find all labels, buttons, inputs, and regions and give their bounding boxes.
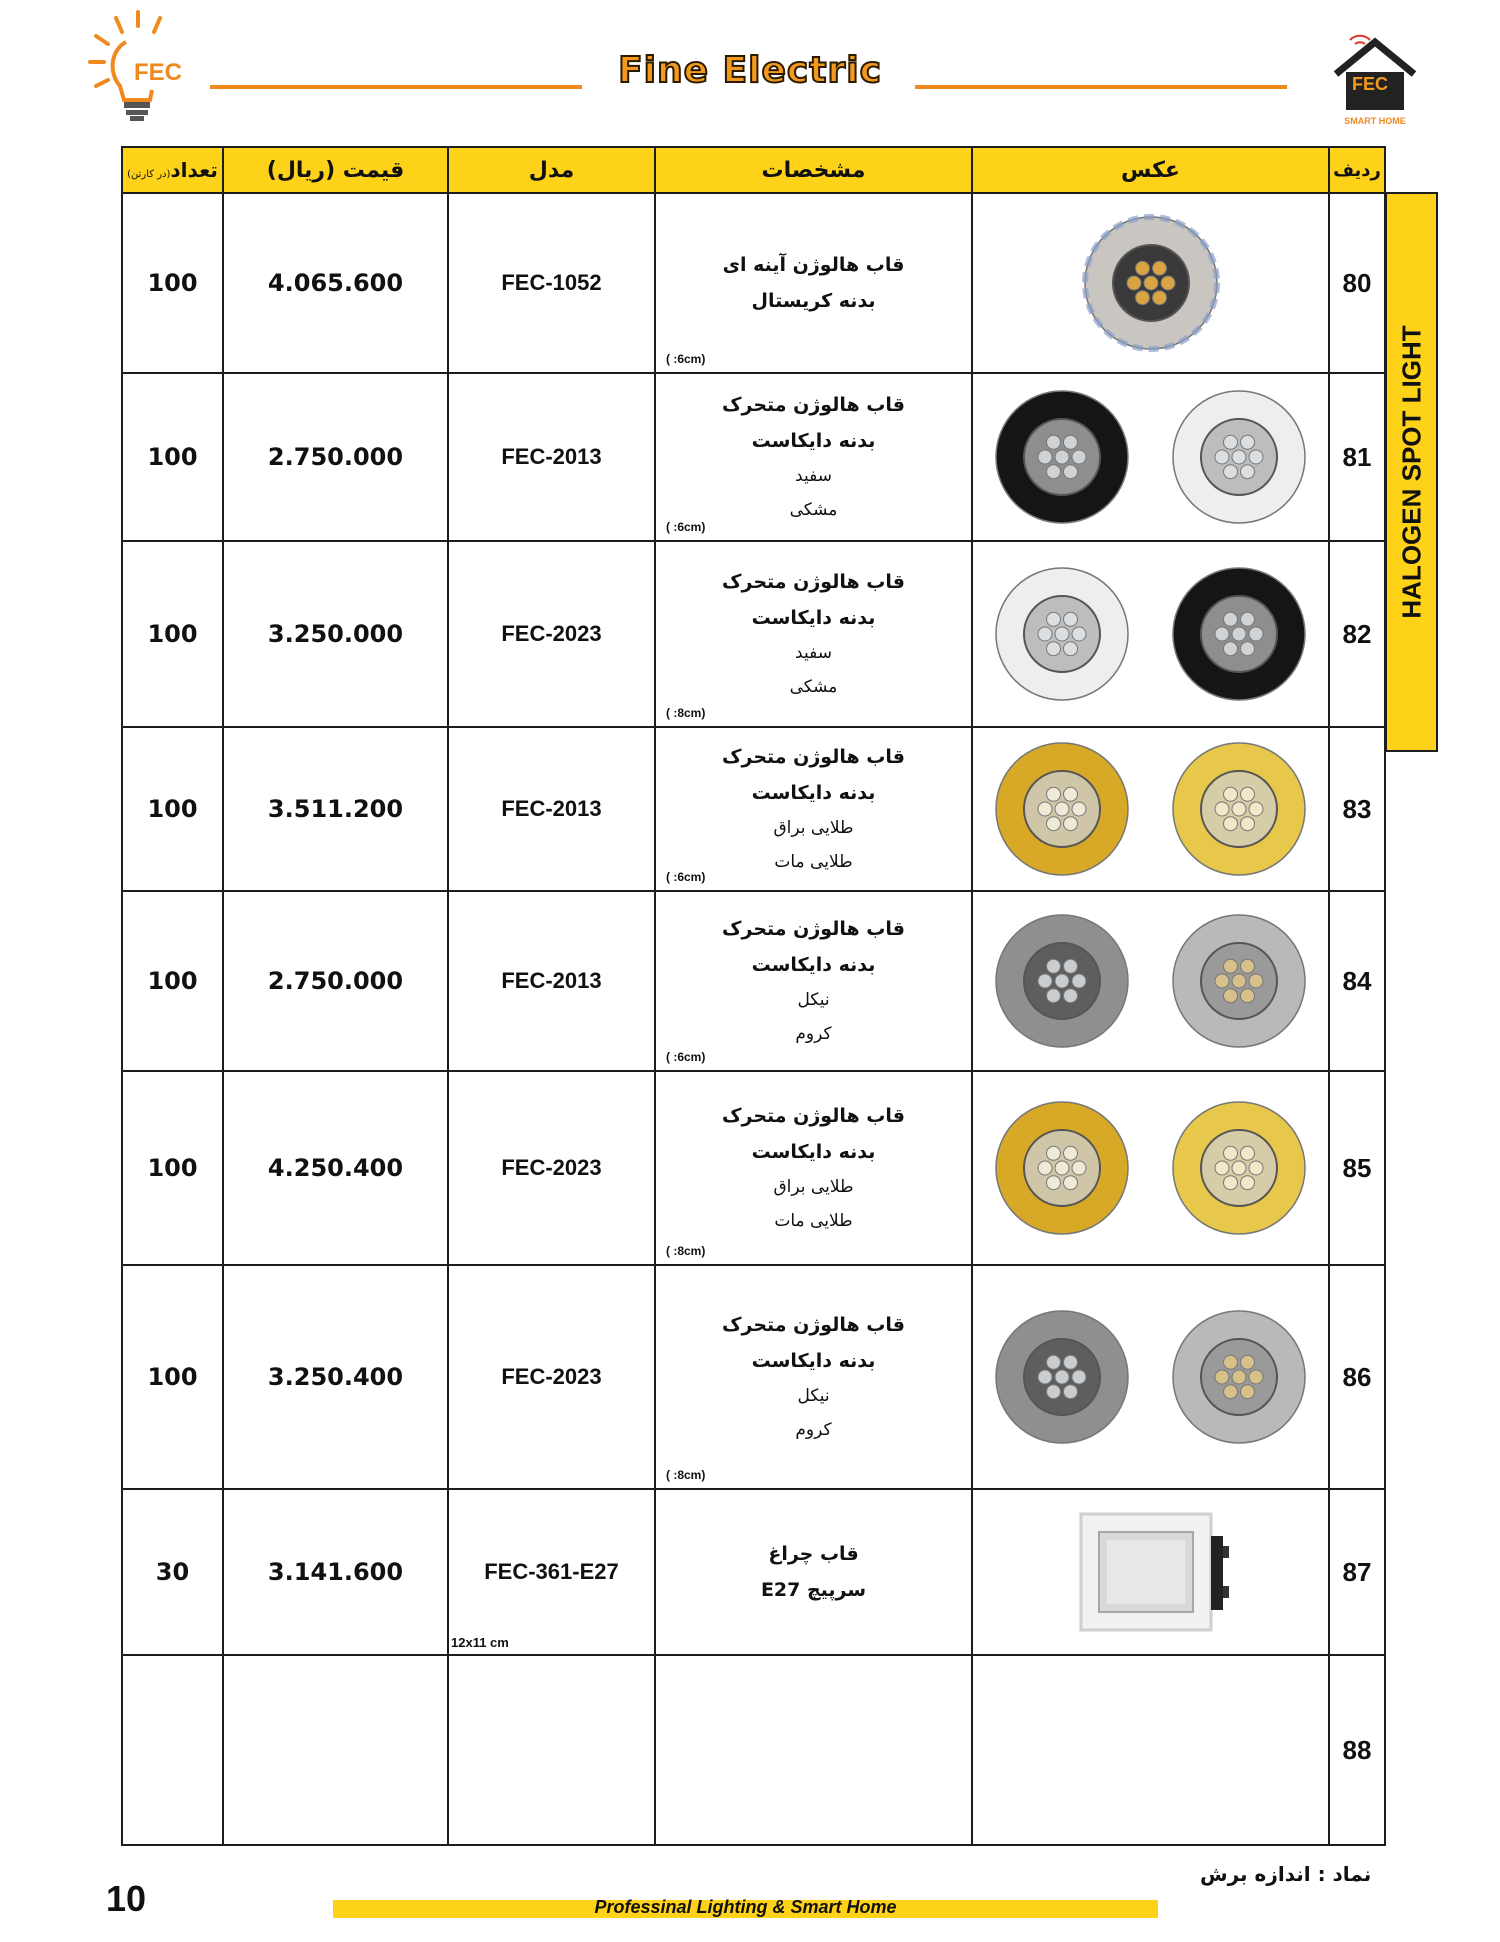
header-row-number: ردیف	[1329, 147, 1385, 193]
cell-photo	[972, 1265, 1329, 1489]
cell-specs	[655, 193, 972, 373]
cell-price: 2.750.000	[223, 373, 448, 541]
cell-specs	[655, 727, 972, 891]
header-specs: مشخصات	[655, 147, 972, 193]
model-code: FEC-2023	[501, 1155, 602, 1180]
cell-model	[448, 541, 655, 727]
footer-tagline: Professinal Lighting & Smart Home	[594, 1897, 897, 1917]
table-row	[122, 1071, 1385, 1265]
cell-row-number: 87	[1329, 1489, 1385, 1655]
model-code: FEC-2013	[501, 968, 602, 993]
cell-model	[448, 1071, 655, 1265]
cell-row-number: 81	[1329, 373, 1385, 541]
spec-line: بدنه کریستال	[751, 290, 876, 312]
spec-line: کروم	[795, 1024, 832, 1044]
spec-line: بدنه دایکاست	[751, 607, 876, 629]
cell-qty: 100	[122, 541, 223, 727]
logo-right-caption: SMART HOME	[1344, 116, 1406, 126]
downlight-product-image	[1081, 213, 1221, 353]
cell-photo	[972, 727, 1329, 891]
spec-line: سفید	[795, 466, 832, 486]
downlight-product-image	[1169, 1098, 1309, 1238]
cell-specs	[655, 1265, 972, 1489]
cell-model	[448, 891, 655, 1071]
spec-line: مشکی	[789, 500, 838, 520]
cut-size-label: ( :6cm)	[666, 870, 706, 884]
table-row	[122, 193, 1385, 373]
cell-model	[448, 1265, 655, 1489]
cut-size-label: ( :6cm)	[666, 1050, 706, 1064]
cell-qty: 100	[122, 891, 223, 1071]
downlight-product-image	[992, 739, 1132, 879]
cell-specs	[655, 373, 972, 541]
cell-photo	[972, 193, 1329, 373]
logo-left-text: FEC	[134, 59, 182, 86]
cell-specs	[655, 891, 972, 1071]
spec-line: قاب هالوژن آینه ای	[722, 254, 905, 276]
cell-photo	[972, 541, 1329, 727]
cell-qty: 100	[122, 727, 223, 891]
cell-photo	[972, 1655, 1329, 1845]
table-row	[122, 891, 1385, 1071]
table-row	[122, 373, 1385, 541]
cell-qty: 30	[122, 1489, 223, 1655]
cell-photo	[972, 891, 1329, 1071]
cell-model	[448, 373, 655, 541]
cell-model	[448, 727, 655, 891]
cell-price: 3.141.600	[223, 1489, 448, 1655]
header-rule-right	[915, 85, 1287, 89]
spec-line: طلایی براق	[773, 1177, 854, 1197]
cell-price: 4.250.400	[223, 1071, 448, 1265]
cell-row-number: 84	[1329, 891, 1385, 1071]
fec-bulb-logo	[86, 10, 196, 125]
header-model: مدل	[448, 147, 655, 193]
cut-size-legend	[1200, 1862, 1371, 1886]
cell-row-number: 85	[1329, 1071, 1385, 1265]
brand-title: Fine Electric	[618, 50, 882, 91]
table-row	[122, 727, 1385, 891]
cell-specs	[655, 1489, 972, 1655]
spec-line: طلایی براق	[773, 818, 854, 838]
cell-qty: 100	[122, 373, 223, 541]
model-code: FEC-2013	[501, 796, 602, 821]
downlight-product-image	[1061, 1502, 1241, 1642]
cell-row-number: 88	[1329, 1655, 1385, 1845]
table-row	[122, 541, 1385, 727]
table-row	[122, 1265, 1385, 1489]
spec-line: نیکل	[797, 990, 830, 1010]
cell-qty: 100	[122, 1071, 223, 1265]
cell-photo	[972, 1071, 1329, 1265]
cell-price: 3.511.200	[223, 727, 448, 891]
legend-text: نماد : اندازه برش	[1200, 1862, 1372, 1886]
header-price: قیمت (ریال)	[223, 147, 448, 193]
header-qty-note: (در کارتن)	[127, 169, 171, 180]
cell-price: 3.250.400	[223, 1265, 448, 1489]
spec-line: قاب هالوژن متحرک	[722, 571, 905, 593]
spec-line: قاب هالوژن متحرک	[722, 394, 905, 416]
cell-row-number: 86	[1329, 1265, 1385, 1489]
cell-specs	[655, 1071, 972, 1265]
model-code: FEC-361-E27	[484, 1559, 619, 1584]
cell-price	[223, 1655, 448, 1845]
cell-qty: 100	[122, 1265, 223, 1489]
spec-line: سفید	[795, 643, 832, 663]
spec-line: قاب هالوژن متحرک	[722, 918, 905, 940]
cell-price: 3.250.000	[223, 541, 448, 727]
downlight-product-image	[992, 1098, 1132, 1238]
downlight-product-image	[992, 911, 1132, 1051]
downlight-product-image	[992, 564, 1132, 704]
header-photo: عکس	[972, 147, 1329, 193]
cut-size-label: ( :6cm)	[666, 352, 706, 366]
spec-line: قاب هالوژن متحرک	[722, 1105, 905, 1127]
cell-row-number: 80	[1329, 193, 1385, 373]
spec-line: مشکی	[789, 677, 838, 697]
model-code: FEC-2023	[501, 1364, 602, 1389]
model-code: FEC-1052	[501, 270, 602, 295]
logo-right-text: FEC	[1352, 74, 1388, 94]
table-header-row	[122, 147, 1385, 193]
spec-line: بدنه دایکاست	[751, 1141, 876, 1163]
cut-size-label: ( :8cm)	[666, 706, 706, 720]
model-code: FEC-2013	[501, 444, 602, 469]
size-dimension: 12x11 cm	[451, 1635, 509, 1650]
category-side-tab	[1385, 192, 1438, 752]
spec-line: قاب هالوژن متحرک	[722, 1314, 905, 1336]
spec-line: طلایی مات	[774, 1211, 853, 1231]
page-number: 10	[106, 1878, 147, 1919]
cell-model	[448, 1655, 655, 1845]
header-rule-left	[210, 85, 582, 89]
spec-line: سرپیچ E27	[760, 1579, 867, 1601]
downlight-product-image	[1169, 911, 1309, 1051]
downlight-product-image	[992, 1307, 1132, 1447]
cell-row-number: 82	[1329, 541, 1385, 727]
downlight-product-image	[1169, 387, 1309, 527]
downlight-product-image	[1169, 739, 1309, 879]
cell-specs	[655, 1655, 972, 1845]
spec-line: بدنه دایکاست	[751, 954, 876, 976]
cell-specs	[655, 541, 972, 727]
cell-price: 4.065.600	[223, 193, 448, 373]
cut-size-label: ( :8cm)	[666, 1468, 706, 1482]
model-code: FEC-2023	[501, 621, 602, 646]
cut-size-label: ( :8cm)	[666, 1244, 706, 1258]
spec-line: بدنه دایکاست	[751, 782, 876, 804]
spec-line: نیکل	[797, 1386, 830, 1406]
cell-qty	[122, 1655, 223, 1845]
cut-size-label: ( :6cm)	[666, 520, 706, 534]
cell-price: 2.750.000	[223, 891, 448, 1071]
downlight-product-image	[1169, 1307, 1309, 1447]
header-qty-label: تعداد	[170, 158, 218, 182]
cell-photo	[972, 1489, 1329, 1655]
cell-row-number: 83	[1329, 727, 1385, 891]
cell-model	[448, 1489, 655, 1655]
cell-qty: 100	[122, 193, 223, 373]
category-label: HALOGEN SPOT LIGHT	[1396, 325, 1426, 619]
downlight-product-image	[1169, 564, 1309, 704]
spec-line: بدنه دایکاست	[751, 1350, 876, 1372]
product-table	[121, 146, 1386, 1846]
spec-line: قاب چراغ	[768, 1543, 859, 1565]
cell-model	[448, 193, 655, 373]
spec-line: کروم	[795, 1420, 832, 1440]
smart-home-logo	[1330, 28, 1420, 128]
spec-line: طلایی مات	[774, 852, 853, 872]
downlight-product-image	[992, 387, 1132, 527]
spec-line: قاب هالوژن متحرک	[722, 746, 905, 768]
table-row	[122, 1489, 1385, 1655]
table-row	[122, 1655, 1385, 1845]
header-qty	[122, 147, 223, 193]
spec-line: بدنه دایکاست	[751, 430, 876, 452]
cell-photo	[972, 373, 1329, 541]
